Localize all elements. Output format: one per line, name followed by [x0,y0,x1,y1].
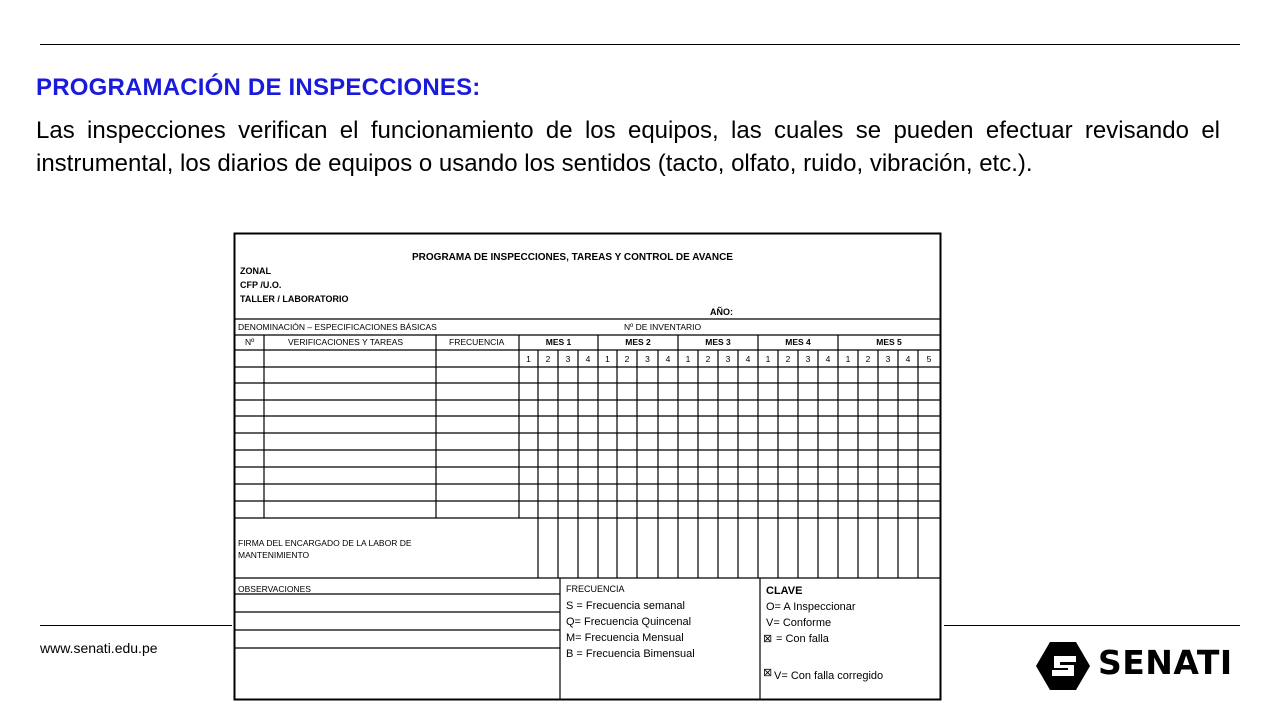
week-header-m2-w2: 2 [624,354,630,364]
inspection-form-image [232,230,944,704]
month-header-2: MES 2 [625,337,651,347]
top-divider [40,44,1240,45]
week-header-m4-w2: 2 [785,354,791,364]
col-frec-header: FRECUENCIA [449,337,505,347]
slide-title: PROGRAMACIÓN DE INSPECCIONES: [36,74,481,101]
week-header-m3-w4: 4 [745,354,751,364]
week-header-m2-w4: 4 [665,354,671,364]
clave-title: CLAVE [766,585,803,597]
week-header-m5-w1: 1 [845,354,851,364]
week-header-m5-w5: 5 [926,354,932,364]
month-header-4: MES 4 [785,337,811,347]
slide-body-text: Las inspecciones verifican el funcionamiento de los equipos, las cuales se pueden efectuar revisando el instrumental, los diarios de equipos o usando los sentidos (tacto, olfato, ruido, vibración, etc.). [36,117,1220,177]
frecuencia-item-q: Q= Frecuencia Quincenal [566,616,692,628]
cfp-label: CFP /U.O. [240,280,282,290]
week-header-m2-w1: 1 [605,354,610,364]
week-header-m2-w3: 3 [645,354,650,364]
week-header-m5-w3: 3 [885,354,891,364]
month-header-5: MES 5 [876,337,902,347]
frecuencia-item-m: M= Frecuencia Mensual [566,632,684,644]
inventario-label: Nº DE INVENTARIO [624,322,702,332]
zonal-label: ZONAL [240,266,271,276]
week-header-m1-w3: 3 [565,354,571,364]
col-no-header: Nº [245,337,255,347]
clave-item-v: V= Conforme [766,617,832,629]
website-url: www.senati.edu.pe [40,640,158,656]
week-header-m4-w4: 4 [825,354,831,364]
week-header-m1-w2: 2 [545,354,551,364]
col-verif-header: VERIFICACIONES Y TAREAS [288,337,404,347]
frecuencia-item-s: S = Frecuencia semanal [566,600,685,612]
taller-label: TALLER / LABORATORIO [240,294,349,304]
month-header-3: MES 3 [705,337,731,347]
bottom-divider-left [40,625,232,626]
week-header-m1-w4: 4 [585,354,591,364]
week-header-m5-w2: 2 [865,354,871,364]
week-header-m3-w3: 3 [725,354,731,364]
clave-item-o: O= A Inspeccionar [766,601,856,613]
clave-item-falla: = Con falla [776,633,829,645]
inspection-form [232,230,944,704]
week-header-m4-w3: 3 [805,354,811,364]
frecuencia-title: FRECUENCIA [566,584,625,594]
week-header-m5-w4: 4 [905,354,911,364]
month-header-1: MES 1 [545,337,572,347]
denominacion-label: DENOMINACIÓN – ESPECIFICACIONES BÁSICAS [238,322,437,332]
week-header-m1-w1: 1 [526,354,531,364]
week-header-m4-w1: 1 [765,354,771,364]
firma-label-line1: FIRMA DEL ENCARGADO DE LA LABOR DE [238,538,412,548]
form-title: PROGRAMA DE INSPECCIONES, TAREAS Y CONTROL DE AVANCE [412,252,733,263]
observaciones-label: OBSERVACIONES [238,584,311,594]
clave-item-corregido: V= Con falla corregido [774,670,884,682]
clave-mark-falla: ⊠ [763,633,773,645]
clave-mark-corregido: ⊠ [763,667,773,679]
week-header-m3-w1: 1 [685,354,691,364]
bottom-divider-right [944,625,1240,626]
frecuencia-item-b: B = Frecuencia Bimensual [566,648,695,660]
senati-logo-text: SENATI [1098,643,1233,682]
firma-label-line2: MANTENIMIENTO [238,550,310,560]
anio-label: AÑO: [710,307,733,317]
week-header-m3-w2: 2 [705,354,711,364]
